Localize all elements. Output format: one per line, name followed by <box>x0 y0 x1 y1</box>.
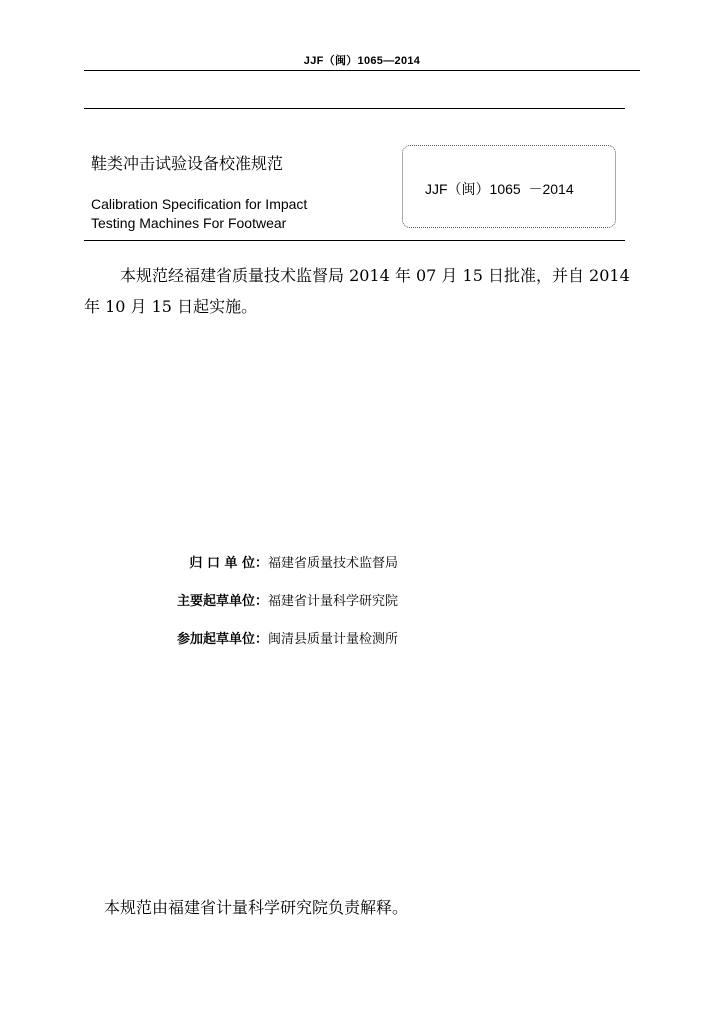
unit-row-responsible <box>164 555 398 593</box>
title-block-top-rule <box>84 108 625 109</box>
unit-value: 闽清县质量计量检测所 <box>268 632 399 647</box>
specification-code-box <box>402 145 616 228</box>
unit-value: 福建省计量科学研究院 <box>268 594 399 609</box>
english-title-line-1: Calibration Specification for Impact <box>91 196 308 212</box>
english-title <box>91 195 307 233</box>
english-title-line-2: Testing Machines For Footwear <box>91 215 287 231</box>
chinese-title: 鞋类冲击试验设备校准规范 <box>91 154 284 173</box>
header-rule <box>84 70 640 71</box>
drafting-units-list <box>164 555 398 669</box>
unit-value: 福建省质量技术监督局 <box>268 556 399 571</box>
interpretation-note: 本规范由福建省计量科学研究院负责解释。 <box>104 898 409 917</box>
specification-code: JJF（闽）1065 －2014 <box>425 181 574 197</box>
unit-label: 参加起草单位： <box>176 632 268 647</box>
running-header-code: JJF（闽）1065—2014 <box>303 55 421 67</box>
approval-paragraph: 本规范经福建省质量技术监督局 2014 年 07 月 15 日批准，并自 2014 年 10 月 15 日起实施。 <box>84 266 630 316</box>
unit-label: 归 口 单 位： <box>189 556 268 571</box>
unit-row-main-drafter <box>164 593 398 631</box>
unit-label: 主要起草单位： <box>176 594 268 609</box>
title-block-bottom-rule <box>84 240 625 241</box>
unit-row-participating-drafter <box>164 631 398 669</box>
